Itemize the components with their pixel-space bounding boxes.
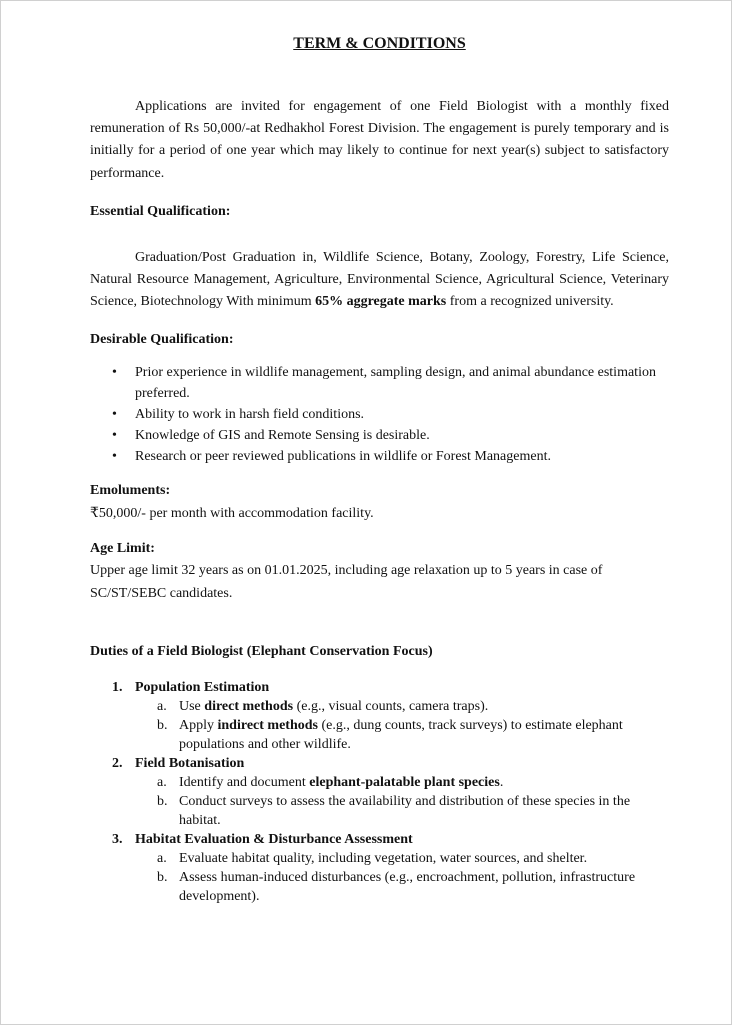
subitem-text-after: . xyxy=(499,775,504,791)
subitem-text: Conduct surveys to assess the availability and distribution of these species in the habitat. xyxy=(179,794,631,829)
list-item xyxy=(90,362,669,404)
duty-number: 1. xyxy=(112,680,123,696)
subitem-text: Apply xyxy=(179,718,218,734)
subitem-bold-text: indirect methods xyxy=(217,718,318,734)
duty-subitem xyxy=(135,716,669,754)
essential-text-after: from a recognized university. xyxy=(446,294,614,310)
emoluments-heading: Emoluments: xyxy=(90,483,171,499)
bullet-icon: • xyxy=(112,449,117,465)
document-content xyxy=(90,31,669,906)
essential-qualification-heading: Essential Qualification: xyxy=(90,204,231,220)
essential-text-bold: 65% aggregate marks xyxy=(315,294,447,310)
bullet-icon: • xyxy=(112,365,117,381)
subitem-text: Identify and document xyxy=(179,775,310,791)
list-item-text: Ability to work in harsh field conditions. xyxy=(135,407,365,423)
list-item xyxy=(90,425,669,446)
duty-item-habitat-evaluation xyxy=(90,830,669,906)
desirable-qualification-heading: Desirable Qualification: xyxy=(90,331,234,347)
duty-subitem xyxy=(135,849,669,868)
emoluments-text: ₹50,000/- per month with accommodation facility. xyxy=(90,505,374,521)
essential-text-before: Graduation/Post Graduation in, Wildlife Science, Botany, Zoology, Forestry, Life Science, Natural Resource Management, Agriculture, Environmental Science, Agricultural Science, Veterinary Science, Biotechnology With minimum xyxy=(90,249,669,310)
list-item-text: Prior experience in wildlife management, sampling design, and animal abundance estimation preferred. xyxy=(135,365,656,402)
subitem-text-after: (e.g., dung counts, track surveys) to estimate elephant populations and other wildlife. xyxy=(179,718,623,753)
list-item xyxy=(90,446,669,467)
age-limit-text: Upper age limit 32 years as on 01.01.2025, including age relaxation up to 5 years in case of SC/ST/SEBC candidates. xyxy=(90,563,603,601)
bullet-icon: • xyxy=(112,407,117,423)
subitem-letter: b. xyxy=(157,870,168,886)
duties-heading: Duties of a Field Biologist (Elephant Conservation Focus) xyxy=(90,644,433,660)
document-title: TERM & CONDITIONS xyxy=(293,35,466,52)
subitem-text: Evaluate habitat quality, including vegetation, water sources, and shelter. xyxy=(179,851,588,867)
subitem-letter: b. xyxy=(157,718,168,734)
duty-sublist xyxy=(135,773,669,830)
essential-qualification-paragraph xyxy=(90,247,669,314)
duty-number: 3. xyxy=(112,832,123,848)
duty-subitem xyxy=(135,697,669,716)
duty-subitem xyxy=(135,773,669,792)
duty-number: 2. xyxy=(112,756,123,772)
duty-sublist xyxy=(135,849,669,906)
age-limit-heading: Age Limit: xyxy=(90,540,155,556)
subitem-bold-text: elephant-palatable plant species xyxy=(309,775,500,791)
list-item xyxy=(90,404,669,425)
duty-title: Population Estimation xyxy=(135,680,270,696)
duty-item-field-botanisation xyxy=(90,754,669,830)
intro-paragraph: Applications are invited for engagement of one Field Biologist with a monthly fixed remuneration of Rs 50,000/-at Redhakhol Forest Division. The engagement is purely temporary and is initially for a period of one year which may likely to continue for next year(s) subject to satisfactory performance. xyxy=(90,98,669,181)
subitem-text: Use xyxy=(179,699,205,715)
list-item-text: Knowledge of GIS and Remote Sensing is desirable. xyxy=(135,428,430,444)
subitem-letter: a. xyxy=(157,851,167,867)
subitem-text-after: (e.g., visual counts, camera traps). xyxy=(293,699,489,715)
duty-item-population-estimation xyxy=(90,678,669,754)
duty-sublist xyxy=(135,697,669,754)
duty-subitem xyxy=(135,792,669,830)
duties-list xyxy=(90,678,669,906)
subitem-text: Assess human-induced disturbances (e.g., encroachment, pollution, infrastructure development). xyxy=(179,870,636,905)
subitem-letter: b. xyxy=(157,794,168,810)
duty-title: Habitat Evaluation & Disturbance Assessment xyxy=(135,832,413,848)
subitem-letter: a. xyxy=(157,775,167,791)
duty-title: Field Botanisation xyxy=(135,756,245,772)
desirable-qualification-list xyxy=(90,362,669,467)
subitem-bold-text: direct methods xyxy=(204,699,294,715)
bullet-icon: • xyxy=(112,428,117,444)
duty-subitem xyxy=(135,868,669,906)
subitem-letter: a. xyxy=(157,699,167,715)
list-item-text: Research or peer reviewed publications in wildlife or Forest Management. xyxy=(135,449,551,465)
